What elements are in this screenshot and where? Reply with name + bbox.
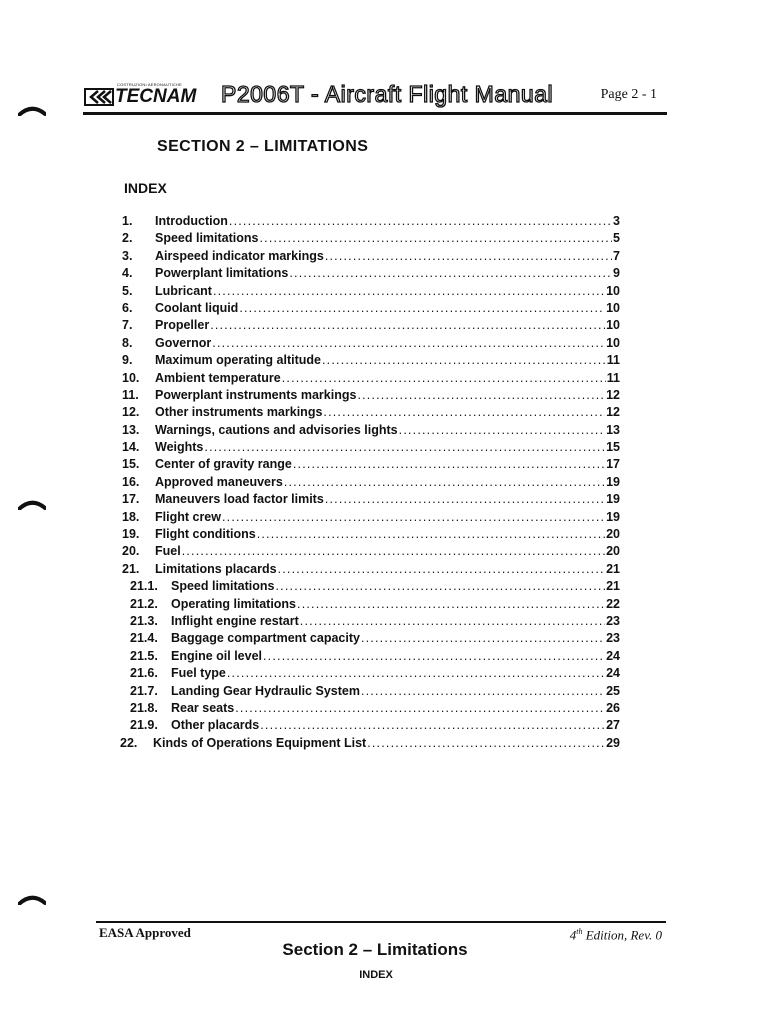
tecnam-logo-mark-icon — [84, 88, 114, 106]
toc-entry-label: Ambient temperature — [155, 370, 281, 385]
toc-entry-label: Fuel — [155, 544, 181, 559]
toc-entry-body — [171, 613, 620, 630]
toc-entry-page: 21 — [606, 561, 620, 576]
toc-entry-number: 19. — [122, 527, 140, 542]
toc-entry-label: Introduction — [155, 214, 228, 228]
punch-hole-mark — [18, 895, 46, 905]
toc-entry-body — [155, 248, 620, 265]
toc-entry — [120, 317, 620, 334]
toc-entry-label: Maximum operating altitude — [155, 353, 321, 368]
toc-entry-body — [155, 456, 620, 473]
toc-entry-page: 27 — [606, 718, 620, 733]
toc-dot-leader — [182, 543, 605, 560]
section-title: SECTION 2 – LIMITATIONS — [157, 138, 369, 155]
toc-dot-leader — [239, 300, 605, 317]
toc-entry-number: 21.3. — [130, 613, 158, 628]
edition-rest: Edition, Rev. 0 — [582, 927, 662, 943]
toc-dot-leader — [210, 317, 605, 334]
header-divider — [83, 112, 667, 115]
toc-entry-page: 10 — [606, 335, 620, 350]
toc-entry — [120, 735, 620, 752]
toc-entry — [120, 248, 620, 265]
toc-dot-leader — [222, 509, 605, 526]
toc-entry-label: Other instruments markings — [155, 405, 323, 420]
toc-entry-page: 15 — [606, 440, 620, 455]
toc-entry — [120, 700, 620, 717]
toc-entry-body — [155, 213, 620, 230]
toc-entry-page: 3 — [613, 214, 620, 228]
toc-entry-label: Flight conditions — [155, 527, 256, 542]
toc-entry-number: 15. — [122, 457, 140, 472]
toc-entry — [120, 213, 620, 230]
toc-entry — [120, 439, 620, 456]
toc-entry-label: Speed limitations — [155, 231, 259, 246]
toc-entry-number: 10. — [122, 370, 140, 385]
toc-entry-page: 10 — [606, 283, 620, 298]
toc-entry-body — [155, 561, 620, 578]
toc-entry-page: 26 — [606, 700, 620, 715]
toc-entry-label: Engine oil level — [171, 648, 262, 663]
toc-dot-leader — [276, 578, 606, 595]
toc-entry-page: 10 — [606, 300, 620, 315]
toc-entry-number: 4. — [122, 266, 133, 281]
toc-entry-body — [155, 230, 620, 247]
toc-entry — [120, 526, 620, 543]
toc-entry-body — [155, 283, 620, 300]
toc-entry-number: 21.4. — [130, 631, 158, 646]
toc-entry-page: 22 — [606, 596, 620, 611]
toc-entry-number: 21.6. — [130, 666, 158, 681]
toc-dot-leader — [278, 561, 606, 578]
toc-entry-page: 11 — [606, 370, 620, 385]
toc-entry — [120, 370, 620, 387]
toc-entry-label: Limitations placards — [155, 561, 277, 576]
toc-dot-leader — [284, 474, 605, 491]
footer-section-text: Section 2 – Limitations — [282, 940, 468, 959]
toc-entry-number: 21.8. — [130, 700, 158, 715]
toc-entry — [120, 717, 620, 734]
toc-entry-label: Kinds of Operations Equipment List — [153, 735, 367, 750]
toc-dot-leader — [260, 230, 613, 247]
page-header — [83, 80, 667, 114]
toc-entry — [120, 352, 620, 369]
toc-entry-number: 21.2. — [130, 596, 158, 611]
toc-entry-label: Airspeed indicator markings — [155, 248, 324, 263]
toc-entry-body — [171, 683, 620, 700]
page-number: Page 2 - 1 — [600, 87, 657, 102]
toc-dot-leader — [367, 735, 605, 752]
toc-entry-body — [155, 317, 620, 334]
toc-entry-page: 11 — [606, 353, 620, 368]
toc-entry-page: 10 — [606, 318, 620, 333]
toc-dot-leader — [204, 439, 605, 456]
toc-entry-number: 22. — [120, 735, 138, 750]
footer-index-label — [0, 969, 768, 981]
toc-entry-page: 12 — [606, 405, 620, 420]
toc-entry-number: 21.1. — [130, 579, 158, 594]
toc-dot-leader — [293, 456, 605, 473]
toc-entry-number: 1. — [122, 214, 133, 228]
toc-entry-label: Landing Gear Hydraulic System — [171, 683, 360, 698]
toc-dot-leader — [227, 665, 605, 682]
toc-dot-leader — [282, 370, 606, 387]
toc-entry — [120, 648, 620, 665]
toc-entry — [120, 491, 620, 508]
toc-entry-label: Operating limitations — [171, 596, 297, 611]
toc-entry — [120, 404, 620, 421]
toc-entry — [120, 422, 620, 439]
toc-dot-leader — [325, 248, 612, 265]
toc-entry-body — [155, 335, 620, 352]
toc-entry-page: 23 — [606, 613, 620, 628]
edition-ordinal: 4 — [569, 927, 577, 943]
footer-index-text: INDEX — [359, 969, 393, 981]
toc-entry — [120, 683, 620, 700]
toc-entry-number: 14. — [122, 440, 140, 455]
punch-hole-mark — [18, 106, 46, 116]
toc-entry-number: 20. — [122, 544, 140, 559]
index-heading: INDEX — [124, 180, 167, 196]
toc-entry-label: Rear seats — [171, 700, 235, 715]
toc-entry-body — [155, 526, 620, 543]
toc-entry-number: 5. — [122, 283, 133, 298]
toc-dot-leader — [361, 683, 605, 700]
toc-entry-label: Speed limitations — [171, 579, 275, 594]
logo-company-text: COSTRUZIONI AERONAUTICHE — [117, 82, 183, 87]
toc-entry-number: 6. — [122, 300, 133, 315]
tecnam-logo — [83, 82, 203, 108]
toc-entry-body — [153, 735, 620, 752]
toc-entry-page: 12 — [606, 387, 620, 402]
toc-entry-number: 2. — [122, 231, 133, 246]
toc-entry — [120, 265, 620, 282]
toc-entry-label: Governor — [155, 335, 212, 350]
toc-dot-leader — [297, 596, 605, 613]
toc-entry-number: 7. — [122, 318, 133, 333]
toc-entry — [120, 300, 620, 317]
toc-entry — [120, 665, 620, 682]
toc-dot-leader — [289, 265, 612, 282]
toc-entry — [120, 456, 620, 473]
toc-dot-leader — [213, 283, 605, 300]
toc-entry-number: 21. — [122, 561, 140, 576]
table-of-contents — [120, 213, 620, 752]
toc-entry-number: 3. — [122, 248, 133, 263]
toc-entry-body — [155, 422, 620, 439]
toc-entry-body — [171, 717, 620, 734]
toc-entry — [120, 630, 620, 647]
toc-entry — [120, 596, 620, 613]
edition-suffix: th — [576, 927, 583, 936]
toc-entry-number: 8. — [122, 335, 133, 350]
toc-entry-body — [155, 509, 620, 526]
toc-entry-page: 20 — [606, 527, 620, 542]
toc-entry-page: 9 — [613, 266, 620, 281]
toc-entry-page: 24 — [606, 666, 620, 681]
toc-dot-leader — [257, 526, 605, 543]
toc-entry-label: Baggage compartment capacity — [171, 631, 360, 646]
toc-entry-label: Powerplant limitations — [155, 266, 289, 281]
toc-entry-body — [171, 596, 620, 613]
toc-entry-body — [155, 474, 620, 491]
toc-entry-number: 21.9. — [130, 718, 158, 733]
toc-entry-body — [155, 543, 620, 560]
footer-section-title — [0, 940, 768, 960]
toc-entry-number: 17. — [122, 492, 140, 507]
toc-entry-body — [155, 387, 620, 404]
toc-entry-body — [171, 648, 620, 665]
toc-entry — [120, 543, 620, 560]
toc-entry-body — [171, 578, 620, 595]
toc-entry-number: 16. — [122, 474, 140, 489]
toc-entry-page: 24 — [606, 648, 620, 663]
toc-entry-label: Approved maneuvers — [155, 474, 283, 489]
toc-entry — [120, 474, 620, 491]
toc-dot-leader — [229, 213, 612, 230]
logo-brand-text: TECNAM — [115, 86, 197, 107]
toc-entry-page: 7 — [613, 248, 620, 263]
toc-entry-body — [155, 300, 620, 317]
toc-entry-body — [171, 665, 620, 682]
toc-entry-label: Fuel type — [171, 666, 226, 681]
toc-entry-body — [155, 265, 620, 282]
toc-entry-page: 5 — [613, 231, 620, 246]
toc-dot-leader — [322, 352, 606, 369]
toc-entry-body — [155, 439, 620, 456]
toc-entry-page: 13 — [606, 422, 620, 437]
toc-entry-number: 13. — [122, 422, 140, 437]
punch-hole-mark — [18, 500, 46, 510]
toc-entry — [120, 578, 620, 595]
toc-dot-leader — [300, 613, 605, 630]
toc-entry-number: 11. — [122, 387, 139, 402]
toc-entry-label: Powerplant instruments markings — [155, 387, 357, 402]
toc-entry-body — [155, 370, 620, 387]
toc-entry — [120, 335, 620, 352]
toc-entry-label: Inflight engine restart — [171, 613, 299, 628]
toc-entry — [120, 283, 620, 300]
toc-dot-leader — [263, 648, 605, 665]
toc-entry — [120, 387, 620, 404]
footer-divider — [96, 921, 666, 923]
toc-dot-leader — [235, 700, 605, 717]
toc-entry-page: 23 — [606, 631, 620, 646]
toc-entry-label: Center of gravity range — [155, 457, 292, 472]
toc-entry-page: 21 — [606, 579, 620, 594]
toc-entry-number: 12. — [122, 405, 140, 420]
toc-entry-label: Warnings, cautions and advisories lights — [155, 422, 398, 437]
toc-entry-page: 19 — [606, 492, 620, 507]
toc-entry — [120, 613, 620, 630]
toc-entry-number: 9. — [122, 353, 133, 368]
toc-entry-number: 18. — [122, 509, 140, 524]
toc-entry-body — [171, 700, 620, 717]
toc-entry-page: 29 — [606, 735, 620, 750]
toc-entry-page: 19 — [606, 509, 620, 524]
toc-entry-body — [171, 630, 620, 647]
toc-entry-page: 25 — [606, 683, 620, 698]
toc-entry-label: Flight crew — [155, 509, 221, 524]
approval-note: EASA Approved — [99, 925, 191, 940]
toc-entry-label: Weights — [155, 440, 204, 455]
toc-entry-label: Propeller — [155, 318, 210, 333]
toc-entry-page: 20 — [606, 544, 620, 559]
toc-entry-number: 21.5. — [130, 648, 158, 663]
manual-title: P2006T - Aircraft Flight Manual — [221, 81, 554, 107]
toc-entry — [120, 230, 620, 247]
toc-dot-leader — [212, 335, 605, 352]
toc-entry-label: Coolant liquid — [155, 300, 239, 315]
toc-entry-label: Maneuvers load factor limits — [155, 492, 324, 507]
toc-dot-leader — [361, 630, 605, 647]
toc-entry-page: 17 — [606, 457, 620, 472]
toc-entry-label: Other placards — [171, 718, 260, 733]
toc-entry — [120, 561, 620, 578]
toc-entry-body — [155, 404, 620, 421]
toc-dot-leader — [260, 717, 605, 734]
toc-entry-label: Lubricant — [155, 283, 212, 298]
toc-entry-page: 19 — [606, 474, 620, 489]
toc-entry — [120, 509, 620, 526]
toc-entry-body — [155, 491, 620, 508]
toc-entry-body — [155, 352, 620, 369]
toc-dot-leader — [323, 404, 605, 421]
toc-dot-leader — [399, 422, 605, 439]
toc-entry-number: 21.7. — [130, 683, 158, 698]
toc-dot-leader — [357, 387, 605, 404]
toc-dot-leader — [325, 491, 605, 508]
